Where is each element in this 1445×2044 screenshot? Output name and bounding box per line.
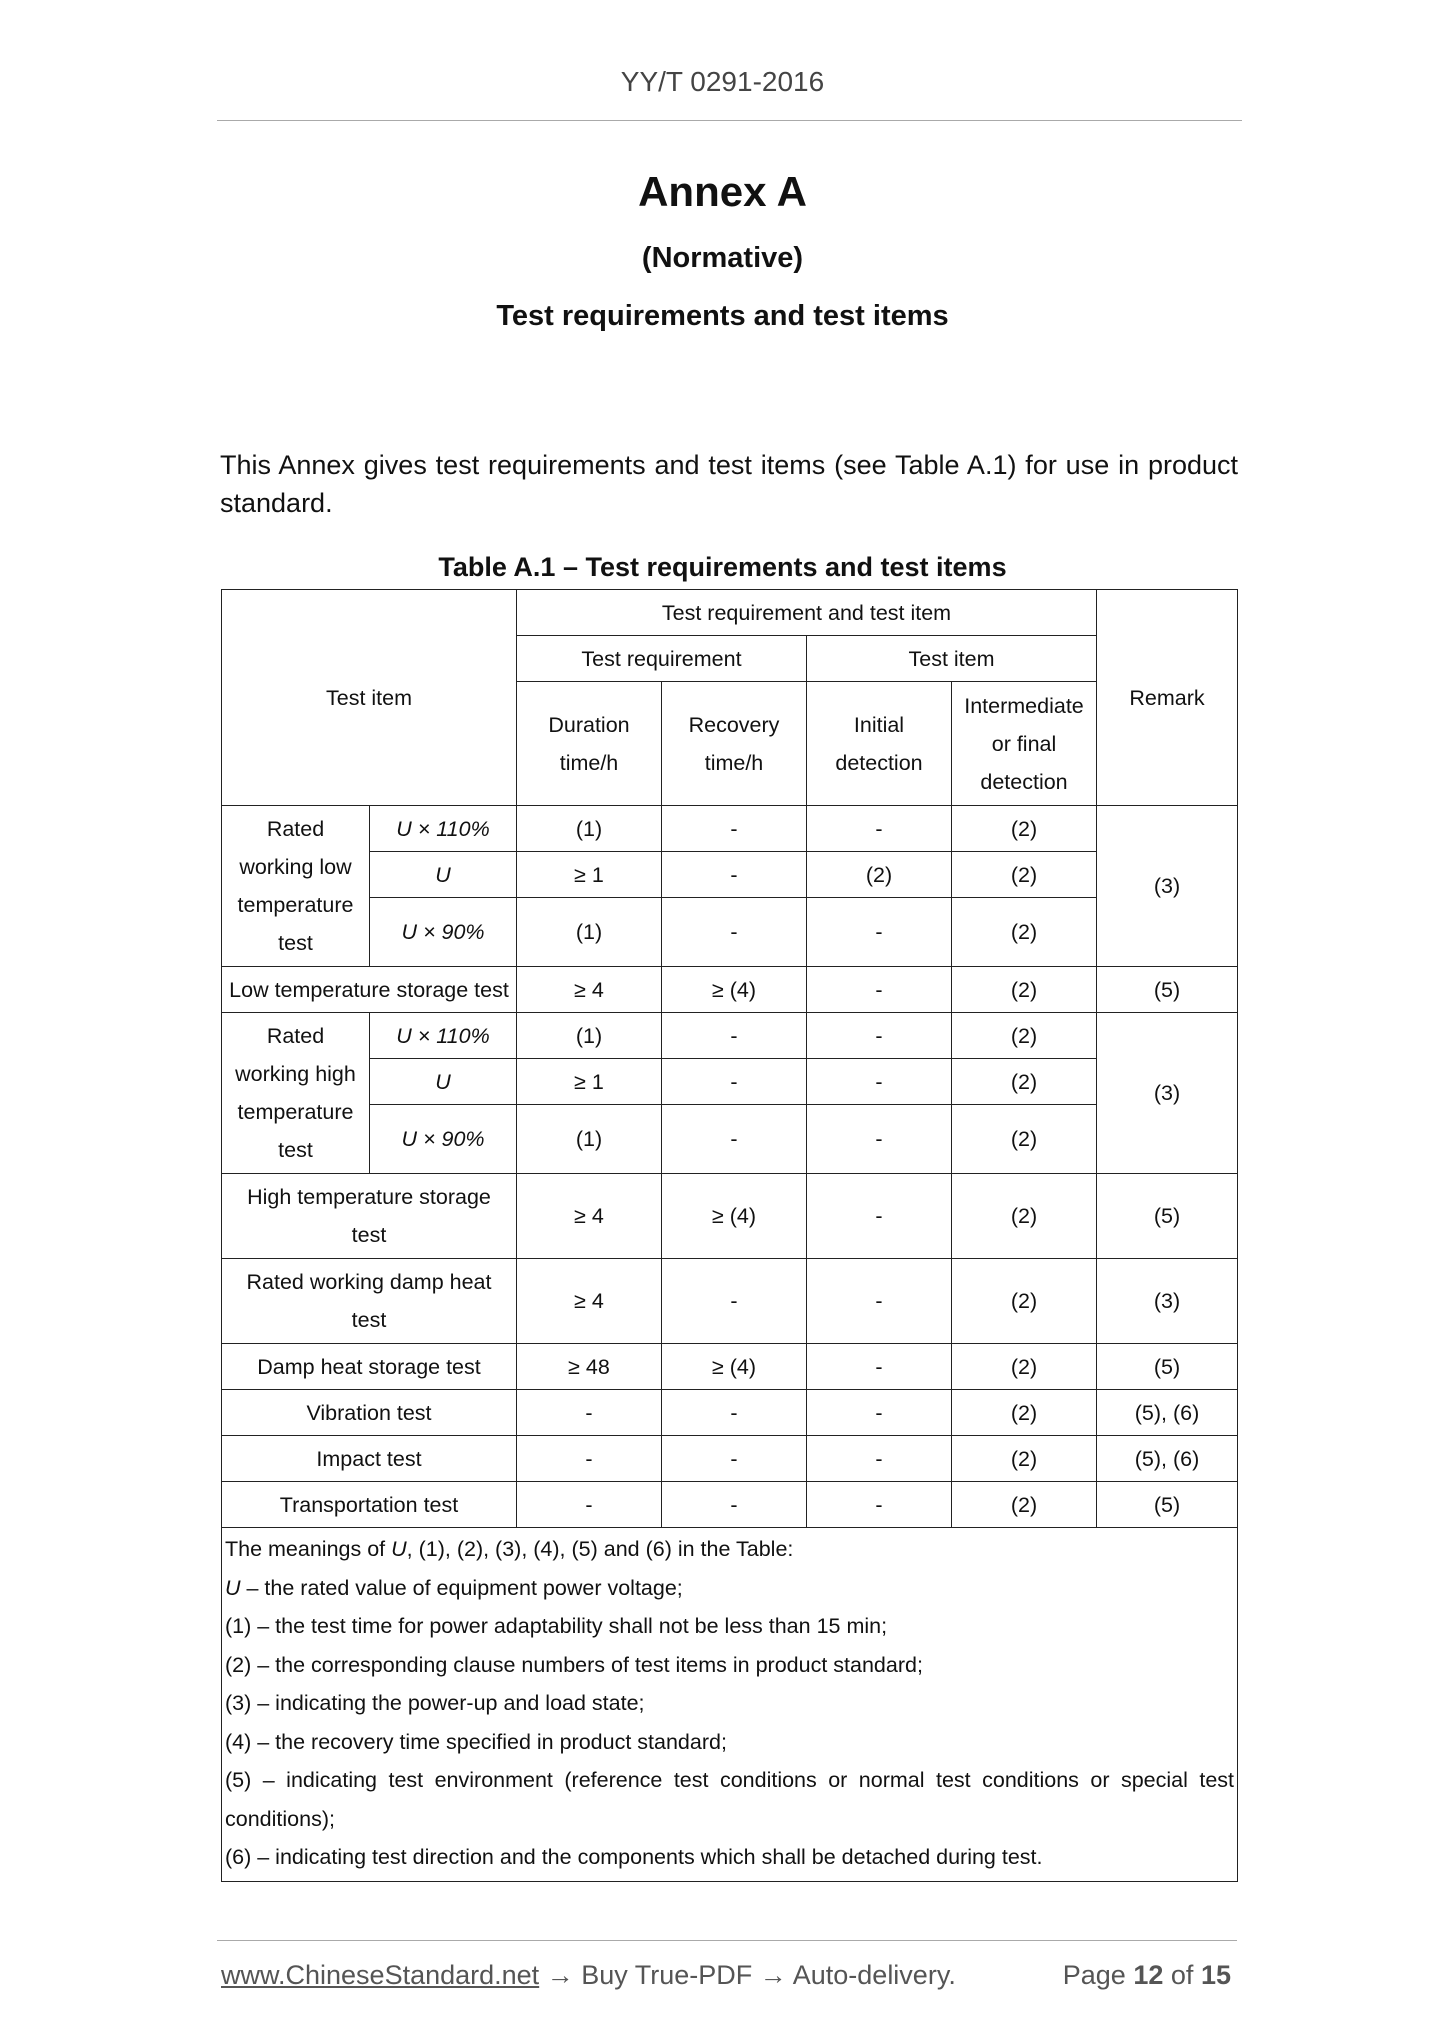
intermediate-cell: (2) — [952, 1344, 1097, 1390]
table-row — [222, 1174, 1238, 1259]
recovery-cell: - — [662, 1259, 807, 1344]
note-1: (1) – the test time for power adaptability shall not be less than 15 min; — [225, 1614, 888, 1638]
intermediate-cell: (2) — [952, 852, 1097, 898]
recovery-cell: - — [662, 1390, 807, 1436]
initial-cell: - — [807, 1013, 952, 1059]
header-remark: Remark — [1097, 590, 1238, 806]
remark-cell: (3) — [1097, 806, 1238, 967]
duration-cell: ≥ 4 — [517, 967, 662, 1013]
intermediate-cell: (2) — [952, 1436, 1097, 1482]
duration-cell: ≥ 1 — [517, 852, 662, 898]
header-group: Test requirement and test item — [517, 590, 1097, 636]
initial-cell: - — [807, 1059, 952, 1105]
table-notes — [222, 1528, 1238, 1882]
footer-promo — [221, 1960, 956, 1991]
header-duration: Duration time/h — [517, 682, 662, 806]
header-initial: Initial detection — [807, 682, 952, 806]
remark-cell: (3) — [1097, 1013, 1238, 1174]
intermediate-cell: (2) — [952, 967, 1097, 1013]
remark-cell: (3) — [1097, 1259, 1238, 1344]
row-label: Damp heat storage test — [222, 1344, 517, 1390]
annex-subtitle: Test requirements and test items — [496, 300, 949, 332]
row-label: Vibration test — [222, 1390, 517, 1436]
recovery-cell: ≥ (4) — [662, 1174, 807, 1259]
duration-cell: ≥ 4 — [517, 1259, 662, 1344]
recovery-cell: - — [662, 898, 807, 967]
header-rule — [217, 120, 1242, 121]
duration-cell: ≥ 1 — [517, 1059, 662, 1105]
note-5: (5) – indicating test environment (reference test conditions or normal test conditions or special test conditions); — [225, 1768, 1235, 1831]
table-row — [222, 1482, 1238, 1528]
low-group-label: Rated working low temperature test — [222, 806, 370, 967]
duration-cell: - — [517, 1390, 662, 1436]
row-label: Impact test — [222, 1436, 517, 1482]
voltage-cell: U — [370, 852, 517, 898]
note-6: (6) – indicating test direction and the components which shall be detached during test. — [225, 1845, 1043, 1869]
recovery-cell: - — [662, 1105, 807, 1174]
intermediate-cell: (2) — [952, 1390, 1097, 1436]
initial-cell: - — [807, 1105, 952, 1174]
initial-cell: - — [807, 1174, 952, 1259]
duration-cell: - — [517, 1436, 662, 1482]
recovery-cell: - — [662, 1436, 807, 1482]
recovery-cell: ≥ (4) — [662, 1344, 807, 1390]
duration-cell: ≥ 4 — [517, 1174, 662, 1259]
initial-cell: - — [807, 898, 952, 967]
recovery-cell: - — [662, 1482, 807, 1528]
duration-cell: - — [517, 1482, 662, 1528]
table-row — [222, 967, 1238, 1013]
table-row — [222, 806, 1238, 852]
intermediate-cell: (2) — [952, 1482, 1097, 1528]
intermediate-cell: (2) — [952, 1013, 1097, 1059]
voltage-cell: U × 110% — [370, 806, 517, 852]
recovery-cell: - — [662, 806, 807, 852]
table-notes-row — [222, 1528, 1238, 1882]
remark-cell: (5) — [1097, 1344, 1238, 1390]
row-label: High temperature storage test — [222, 1174, 517, 1259]
annex-status: (Normative) — [641, 242, 804, 274]
row-label: Rated working damp heat test — [222, 1259, 517, 1344]
voltage-cell: U × 90% — [370, 898, 517, 967]
remark-cell: (5) — [1097, 1174, 1238, 1259]
high-group-label: Rated working high temperature test — [222, 1013, 370, 1174]
note-2: (2) – the corresponding clause numbers of test items in product standard; — [225, 1652, 923, 1677]
note-u: U – the rated value of equipment power voltage; — [225, 1575, 683, 1600]
recovery-cell: - — [662, 1013, 807, 1059]
page-number: Page 12 of 15 — [1062, 1960, 1231, 1990]
intermediate-cell: (2) — [952, 1059, 1097, 1105]
test-requirements-table — [221, 589, 1238, 1882]
footer-promo-text: → Buy True-PDF → Auto-delivery. — [539, 1960, 956, 1990]
initial-cell: - — [807, 967, 952, 1013]
header-item: Test item — [807, 636, 1097, 682]
document-id-header: YY/T 0291-2016 — [620, 66, 825, 97]
annex-title: Annex A — [638, 168, 807, 215]
initial-cell: (2) — [807, 852, 952, 898]
note-intro: The meanings of U, (1), (2), (3), (4), (5) and (6) in the Table: — [225, 1537, 794, 1561]
row-label: Transportation test — [222, 1482, 517, 1528]
table-row — [222, 898, 1238, 967]
header-test-item: Test item — [222, 590, 517, 806]
initial-cell: - — [807, 1436, 952, 1482]
recovery-cell: ≥ (4) — [662, 967, 807, 1013]
duration-cell: (1) — [517, 806, 662, 852]
initial-cell: - — [807, 1344, 952, 1390]
table-header-row — [222, 590, 1238, 636]
table-row — [222, 1344, 1238, 1390]
remark-cell: (5), (6) — [1097, 1436, 1238, 1482]
duration-cell: (1) — [517, 1105, 662, 1174]
voltage-cell: U — [370, 1059, 517, 1105]
intermediate-cell: (2) — [952, 1105, 1097, 1174]
table-row — [222, 1390, 1238, 1436]
table-row — [222, 1436, 1238, 1482]
duration-cell: ≥ 48 — [517, 1344, 662, 1390]
initial-cell: - — [807, 1390, 952, 1436]
initial-cell: - — [807, 806, 952, 852]
initial-cell: - — [807, 1482, 952, 1528]
recovery-cell: - — [662, 852, 807, 898]
table-caption: Table A.1 – Test requirements and test items — [438, 552, 1007, 582]
remark-cell: (5), (6) — [1097, 1390, 1238, 1436]
row-label: Low temperature storage test — [222, 967, 517, 1013]
intermediate-cell: (2) — [952, 806, 1097, 852]
duration-cell: (1) — [517, 1013, 662, 1059]
intermediate-cell: (2) — [952, 898, 1097, 967]
note-3: (3) – indicating the power-up and load state; — [225, 1691, 645, 1715]
table-row — [222, 852, 1238, 898]
table-row — [222, 1013, 1238, 1059]
intro-paragraph: This Annex gives test requirements and test items (see Table A.1) for use in product standard. — [220, 450, 1238, 518]
recovery-cell: - — [662, 1059, 807, 1105]
table-row — [222, 1105, 1238, 1174]
header-requirement: Test requirement — [517, 636, 807, 682]
header-intermediate: Intermediate or final detection — [952, 682, 1097, 806]
duration-cell: (1) — [517, 898, 662, 967]
intermediate-cell: (2) — [952, 1174, 1097, 1259]
intermediate-cell: (2) — [952, 1259, 1097, 1344]
note-4: (4) – the recovery time specified in product standard; — [225, 1729, 727, 1754]
voltage-cell: U × 110% — [370, 1013, 517, 1059]
table-row — [222, 1259, 1238, 1344]
website-link[interactable]: www.ChineseStandard.net — [221, 1960, 540, 1990]
footer-rule — [217, 1940, 1237, 1941]
initial-cell: - — [807, 1259, 952, 1344]
table-row — [222, 1059, 1238, 1105]
remark-cell: (5) — [1097, 1482, 1238, 1528]
remark-cell: (5) — [1097, 967, 1238, 1013]
voltage-cell: U × 90% — [370, 1105, 517, 1174]
header-recovery: Recovery time/h — [662, 682, 807, 806]
